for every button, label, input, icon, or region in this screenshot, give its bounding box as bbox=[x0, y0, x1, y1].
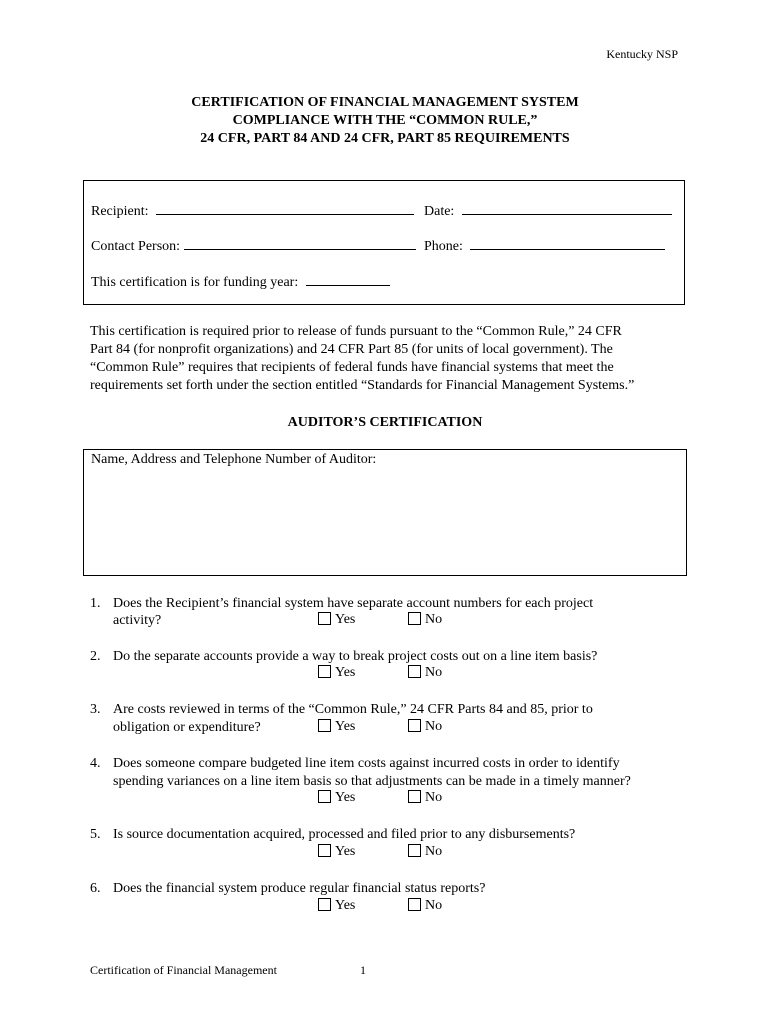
recipient-row bbox=[91, 201, 414, 220]
no-checkbox[interactable] bbox=[408, 898, 421, 911]
q1-yes-option[interactable] bbox=[318, 612, 355, 630]
q3-yes-option[interactable] bbox=[318, 719, 355, 737]
q3-no-option[interactable] bbox=[408, 719, 442, 737]
phone-field[interactable] bbox=[470, 236, 665, 250]
question-text-line-1: Does someone compare budgeted line item costs against incurred costs in order to identify bbox=[113, 756, 620, 771]
question-number: 3. bbox=[90, 702, 101, 717]
question-number: 2. bbox=[90, 649, 101, 664]
no-checkbox[interactable] bbox=[408, 612, 421, 625]
recipient-field[interactable] bbox=[156, 201, 414, 215]
question-text-line-2: obligation or expenditure? bbox=[113, 720, 261, 735]
q5-yes-option[interactable] bbox=[318, 844, 355, 862]
question-text-line-1: Does the Recipient’s financial system have separate account numbers for each project bbox=[113, 596, 594, 611]
question-number: 4. bbox=[90, 756, 101, 771]
funding-year-label: This certification is for funding year: bbox=[91, 275, 299, 290]
yes-checkbox[interactable] bbox=[318, 844, 331, 857]
q5-no-option[interactable] bbox=[408, 844, 442, 862]
intro-line-1: This certification is required prior to release of funds pursuant to the “Common Rule,” 24 CFR bbox=[90, 324, 622, 339]
no-label: No bbox=[425, 719, 443, 734]
header-program: Kentucky NSP bbox=[606, 47, 678, 61]
yes-checkbox[interactable] bbox=[318, 898, 331, 911]
yes-checkbox[interactable] bbox=[318, 719, 331, 732]
yes-checkbox[interactable] bbox=[318, 790, 331, 803]
document-title bbox=[0, 94, 770, 148]
q6-no-option[interactable] bbox=[408, 898, 442, 916]
date-label: Date: bbox=[424, 204, 455, 219]
page-number: 1 bbox=[360, 963, 366, 977]
q2-yes-option[interactable] bbox=[318, 665, 355, 683]
phone-row bbox=[424, 236, 665, 255]
question-text-line-2: activity? bbox=[113, 613, 162, 628]
intro-line-3: “Common Rule” requires that recipients of federal funds have financial systems that meet the bbox=[90, 360, 614, 375]
auditor-heading: AUDITOR’S CERTIFICATION bbox=[287, 415, 483, 430]
question-number: 5. bbox=[90, 827, 101, 842]
yes-label: Yes bbox=[335, 719, 356, 734]
title-line-2: COMPLIANCE WITH THE “COMMON RULE,” bbox=[232, 113, 538, 128]
yes-label: Yes bbox=[335, 898, 356, 913]
date-field[interactable] bbox=[462, 201, 672, 215]
no-label: No bbox=[425, 844, 443, 859]
question-text-line-1: Is source documentation acquired, processed and filed prior to any disbursements? bbox=[113, 827, 576, 842]
auditor-box-label: Name, Address and Telephone Number of Auditor: bbox=[91, 452, 377, 467]
auditor-info-box[interactable] bbox=[83, 449, 687, 576]
question-number: 1. bbox=[90, 596, 101, 611]
recipient-info-box bbox=[83, 180, 685, 305]
question-text-line-1: Do the separate accounts provide a way to break project costs out on a line item basis? bbox=[113, 649, 598, 664]
yes-label: Yes bbox=[335, 612, 356, 627]
yes-label: Yes bbox=[335, 844, 356, 859]
phone-label: Phone: bbox=[424, 239, 463, 254]
no-checkbox[interactable] bbox=[408, 790, 421, 803]
q4-yes-option[interactable] bbox=[318, 790, 355, 808]
no-label: No bbox=[425, 665, 443, 680]
yes-checkbox[interactable] bbox=[318, 612, 331, 625]
intro-line-4: requirements set forth under the section entitled “Standards for Financial Management Systems.” bbox=[90, 378, 635, 393]
yes-checkbox[interactable] bbox=[318, 665, 331, 678]
no-label: No bbox=[425, 612, 443, 627]
date-row bbox=[424, 201, 672, 220]
no-checkbox[interactable] bbox=[408, 665, 421, 678]
question-text-line-2: spending variances on a line item basis so that adjustments can be made in a timely manner? bbox=[113, 774, 631, 789]
yes-label: Yes bbox=[335, 665, 356, 680]
question-text-line-1: Does the financial system produce regular financial status reports? bbox=[113, 881, 486, 896]
intro-line-2: Part 84 (for nonprofit organizations) and 24 CFR Part 85 (for units of local government). The bbox=[90, 342, 613, 357]
yes-label: Yes bbox=[335, 790, 356, 805]
title-line-3: 24 CFR, PART 84 AND 24 CFR, PART 85 REQUIREMENTS bbox=[200, 131, 570, 146]
funding-year-field[interactable] bbox=[306, 272, 390, 286]
title-line-1: CERTIFICATION OF FINANCIAL MANAGEMENT SYSTEM bbox=[191, 95, 579, 110]
q1-no-option[interactable] bbox=[408, 612, 442, 630]
q2-no-option[interactable] bbox=[408, 665, 442, 683]
question-text-line-1: Are costs reviewed in terms of the “Common Rule,” 24 CFR Parts 84 and 85, prior to bbox=[113, 702, 593, 717]
footer-title: Certification of Financial Management bbox=[90, 963, 277, 977]
contact-row bbox=[91, 236, 416, 255]
intro-paragraph bbox=[90, 323, 690, 395]
no-checkbox[interactable] bbox=[408, 844, 421, 857]
contact-label: Contact Person: bbox=[91, 239, 181, 254]
contact-field[interactable] bbox=[184, 236, 416, 250]
q6-yes-option[interactable] bbox=[318, 898, 355, 916]
no-label: No bbox=[425, 898, 443, 913]
no-checkbox[interactable] bbox=[408, 719, 421, 732]
q4-no-option[interactable] bbox=[408, 790, 442, 808]
recipient-label: Recipient: bbox=[91, 204, 149, 219]
question-number: 6. bbox=[90, 881, 101, 896]
funding-year-row bbox=[91, 272, 390, 291]
no-label: No bbox=[425, 790, 443, 805]
